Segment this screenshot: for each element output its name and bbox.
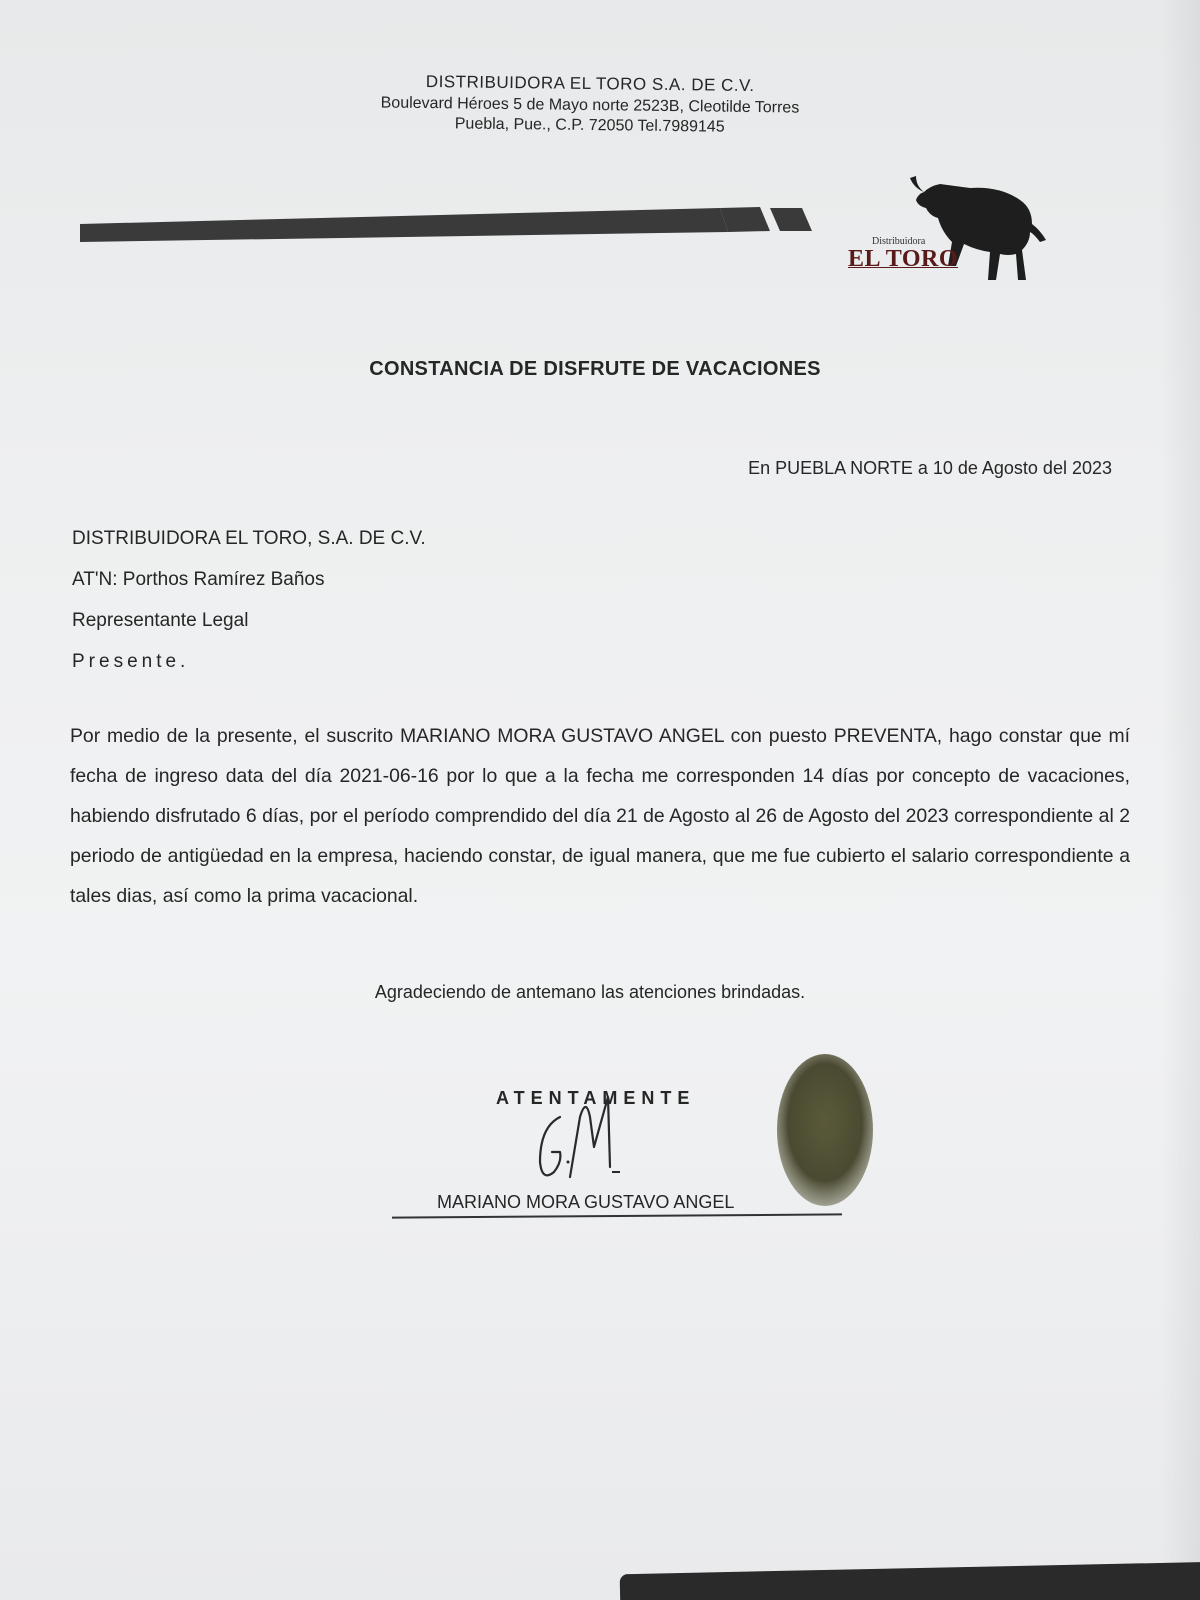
document-title: CONSTANCIA DE DISFRUTE DE VACACIONES: [369, 358, 821, 380]
page-edge-shadow: [1160, 0, 1200, 1600]
recipient-block: [72, 518, 426, 682]
logo-small-text: Distribuidora: [872, 236, 926, 247]
handwritten-signature: [520, 1082, 640, 1202]
fingerprint: [770, 1050, 880, 1210]
fingerprint-mark: [777, 1054, 873, 1206]
bottom-shadow-edge: [620, 1562, 1200, 1600]
signer-name: MARIANO MORA GUSTAVO ANGEL: [437, 1192, 735, 1212]
recipient-attention: AT'N: Porthos Ramírez Baños: [72, 569, 325, 590]
stripe-bar: [80, 208, 728, 242]
presente-greeting: Presente.: [72, 651, 190, 672]
header-stripe: [80, 198, 840, 248]
place-and-date: En PUEBLA NORTE a 10 de Agosto del 2023: [748, 458, 1112, 478]
company-logo: [840, 170, 1080, 300]
recipient-company: DISTRIBUIDORA EL TORO, S.A. DE C.V.: [72, 528, 426, 549]
body-paragraph: Por medio de la presente, el suscrito MARIANO MORA GUSTAVO ANGEL con puesto PREVENTA, hago constar que mí fecha de ingreso data del día 2021-06-16 por lo que a la fecha me corresponden 14 días por concepto de vacaciones, habiendo disfrutado 6 días, por el período comprendido del día 21 de Agosto al 26 de Agosto del 2023 correspondiente al 2 periodo de antigüedad en la empresa, haciendo constar, de igual manera, que me fue cubierto el salario correspondiente a tales dias, así como la prima vacacional.: [70, 725, 1130, 907]
bull-icon: [840, 170, 1080, 300]
stripe-dash-2: [770, 208, 812, 231]
logo-brand-text: EL TORO: [848, 246, 958, 272]
letterhead-address-line-2: Puebla, Pue., C.P. 72050 Tel.7989145: [454, 115, 725, 136]
letterhead-company: DISTRIBUIDORA EL TORO S.A. DE C.V.: [425, 71, 755, 96]
recipient-role: Representante Legal: [72, 610, 249, 631]
sign-off-label: ATENTAMENTE: [496, 1088, 696, 1108]
signature-line: [392, 1213, 842, 1218]
letterhead: [300, 68, 881, 139]
letterhead-address-line-1: Boulevard Héroes 5 de Mayo norte 2523B, Cleotilde Torres: [380, 94, 800, 117]
closing-line: Agradeciendo de antemano las atenciones brindadas.: [374, 982, 806, 1002]
stripe-dash-1: [720, 207, 770, 232]
